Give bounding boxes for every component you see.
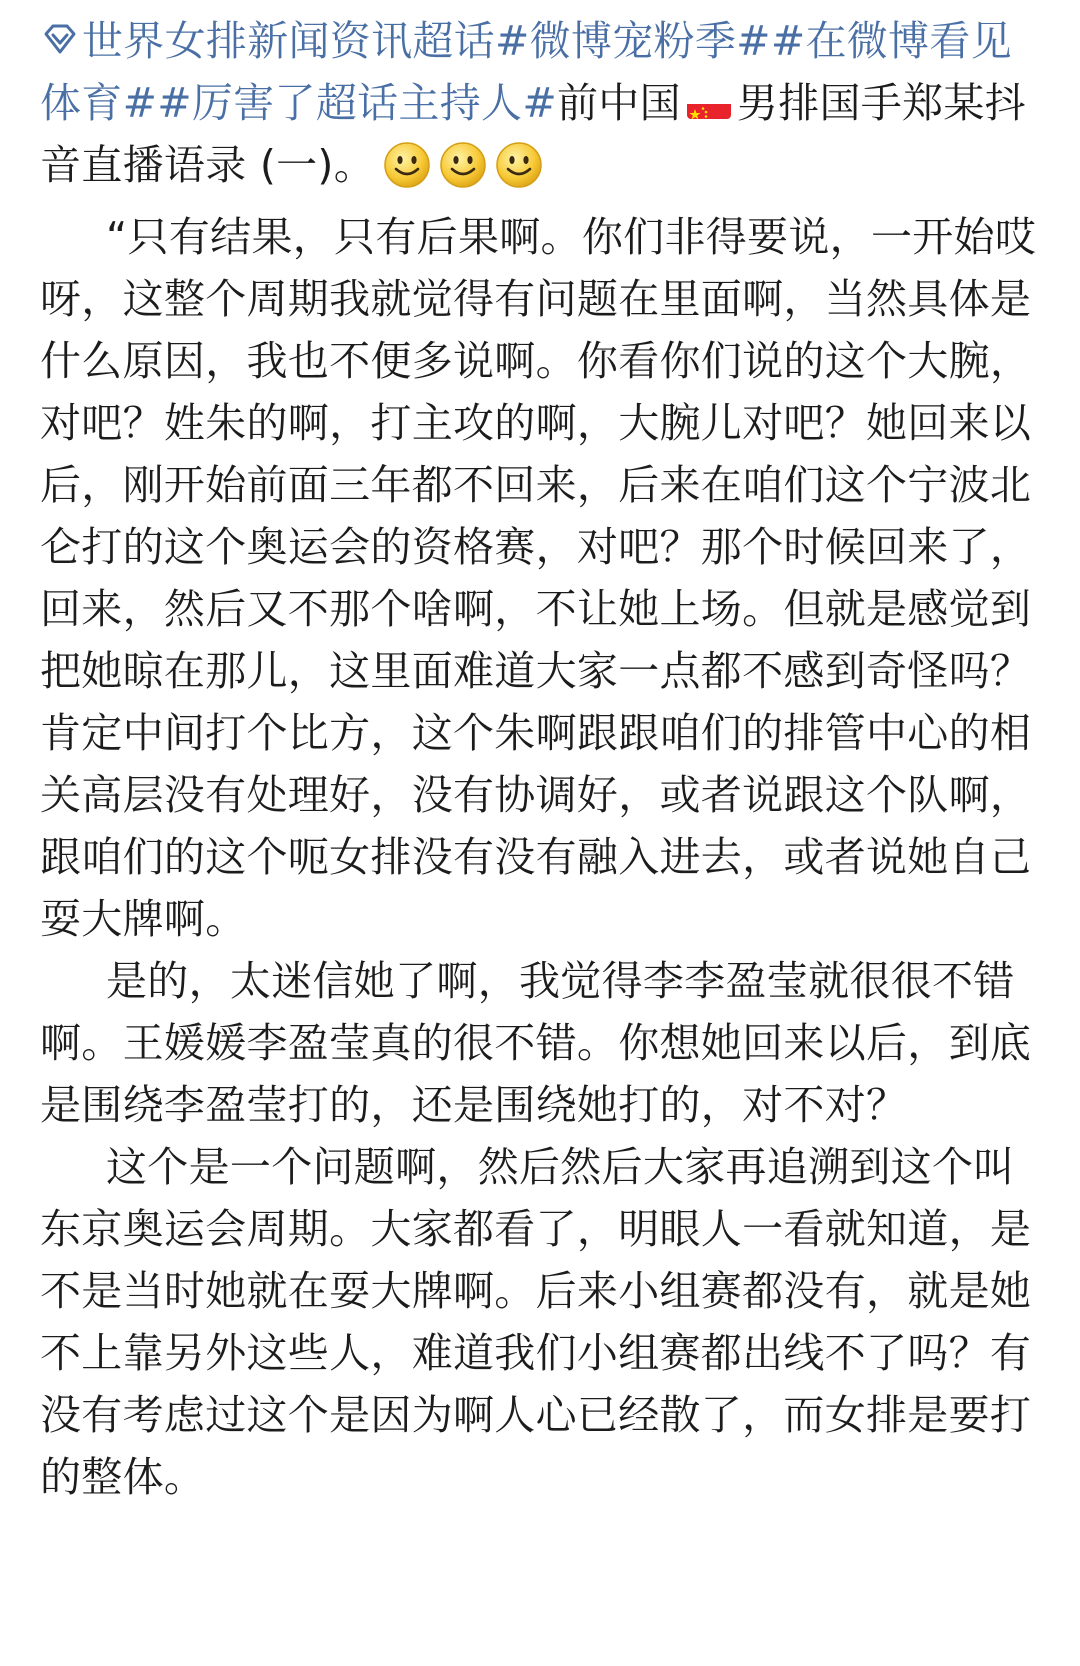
hashtag-link[interactable]: #在微博看见体育#: [40, 17, 1012, 127]
hashtag-link[interactable]: #微博宠粉季#: [495, 17, 771, 65]
post-paragraph-3: 这个是一个问题啊，然后然后大家再追溯到这个叫东京奥运会周期。大家都看了，明眼人一看就知道，是不是当时她就在耍大牌啊。后来小组赛都没有，就是她不上靠另外这些人，难道我们小组赛都出线不了吗？有没有考虑过这个是因为啊人心已经散了，而女排是要打的整体。: [40, 1143, 1032, 1501]
smile-emoji-icon: [383, 141, 431, 189]
post-header: [40, 10, 1040, 206]
supertopic-link[interactable]: 世界女排新闻资讯超话: [82, 17, 495, 65]
post-paragraph-1: “只有结果，只有后果啊。你们非得要说，一开始哎呀，这整个周期我就觉得有问题在里面啊，当然具体是什么原因，我也不便多说啊。你看你们说的这个大腕，对吧？姓朱的啊，打主攻的啊，大腕儿对吧？她回来以后，刚开始前面三年都不回来，后来在咱们这个宁波北仑打的这个奥运会的资格赛，对吧？那个时候回来了，回来，然后又不那个啥啊，不让她上场。但就是感觉到把她晾在那儿，这里面难道大家一点都不感到奇怪吗？肯定中间打个比方，这个朱啊跟跟咱们的排管中心的相关高层没有处理好，没有协调好，或者说跟这个队啊，跟咱们的这个呃女排没有没有融入进去，或者说她自己耍大牌啊。: [40, 213, 1037, 943]
emoji-group: [383, 141, 551, 206]
supertopic-diamond-icon[interactable]: [40, 14, 80, 54]
hashtag-link[interactable]: #厉害了超话主持人#: [157, 79, 557, 127]
weibo-post: [40, 10, 1040, 1508]
china-flag-icon: [687, 89, 731, 119]
post-paragraph-2: 是的，太迷信她了啊，我觉得李李盈莹就很很不错啊。王媛媛李盈莹真的很不错。你想她回来以后，到底是围绕李盈莹打的，还是围绕她打的，对不对？: [40, 957, 1032, 1129]
smile-emoji-icon: [439, 141, 487, 189]
intro-text: 前中国: [556, 79, 681, 127]
smile-emoji-icon: [495, 141, 543, 189]
intro-text-continued: 男排国手郑某抖音直播语录 (一)。: [40, 79, 1026, 189]
